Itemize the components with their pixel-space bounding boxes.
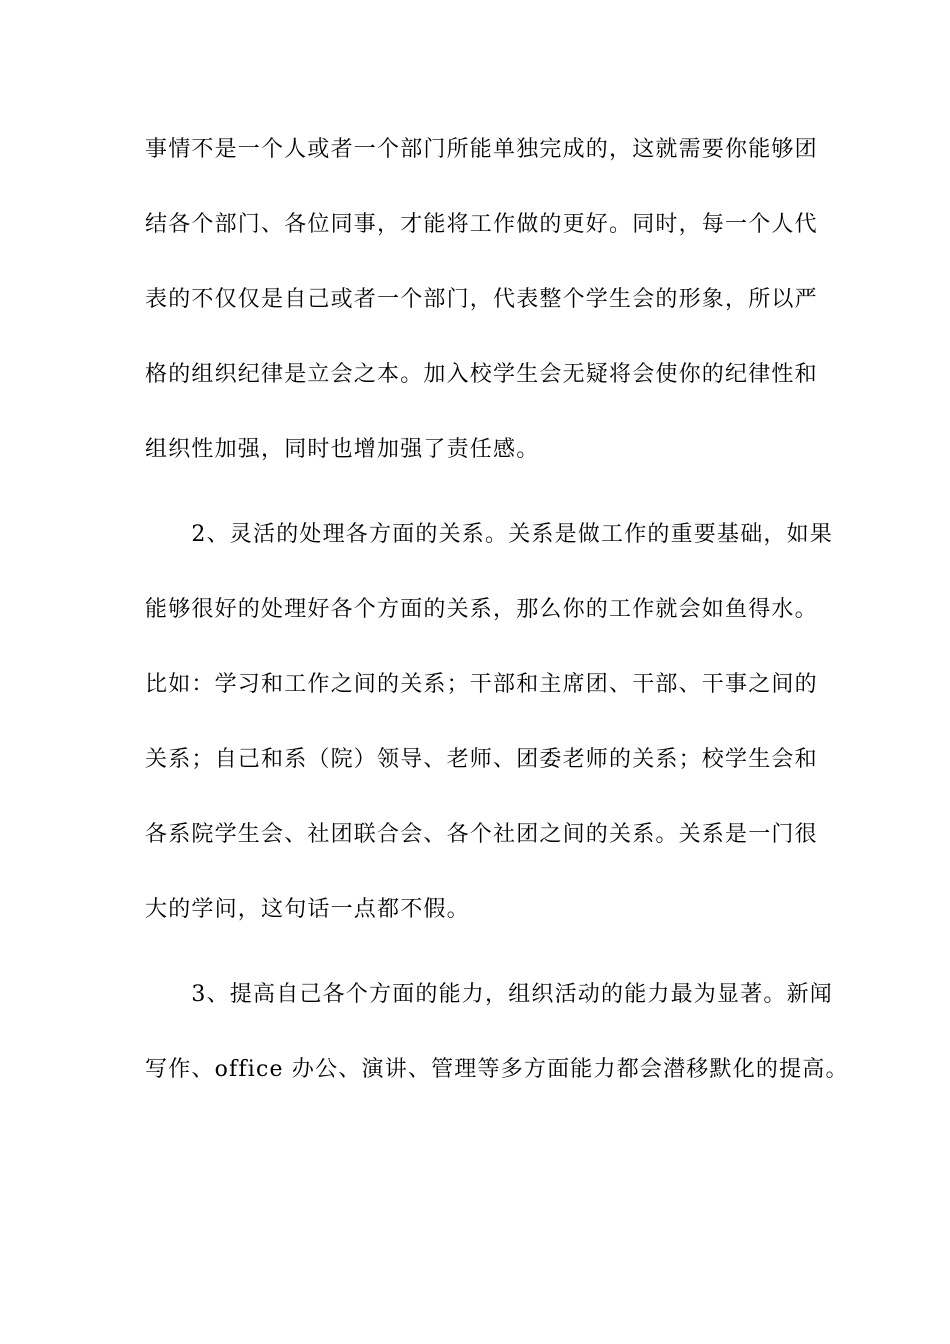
- paragraph-line: 3、提高自己各个方面的能力，组织活动的能力最为显著。新闻: [145, 982, 833, 1007]
- paragraph-line: 能够很好的处理好各个方面的关系，那么你的工作就会如鱼得水。: [145, 597, 818, 622]
- paragraph-line: 表的不仅仅是自己或者一个部门，代表整个学生会的形象，所以严: [145, 287, 818, 312]
- paragraph-line: 2、灵活的处理各方面的关系。关系是做工作的重要基础，如果: [145, 522, 833, 547]
- paragraph-line: 写作、office 办公、演讲、管理等多方面能力都会潜移默化的提高。: [145, 1057, 849, 1082]
- paragraph-line: 各系院学生会、社团联合会、各个社团之间的关系。关系是一门很: [145, 822, 818, 847]
- paragraph-line: 事情不是一个人或者一个部门所能单独完成的，这就需要你能够团: [145, 137, 818, 162]
- paragraph-line: 大的学问，这句话一点都不假。: [145, 897, 470, 922]
- paragraph-line: 结各个部门、各位同事，才能将工作做的更好。同时，每一个人代: [145, 212, 818, 237]
- paragraph-line: 关系；自己和系（院）领导、老师、团委老师的关系；校学生会和: [145, 747, 818, 772]
- paragraph-line: 格的组织纪律是立会之本。加入校学生会无疑将会使你的纪律性和: [145, 362, 818, 387]
- paragraph-line: 比如：学习和工作之间的关系；干部和主席团、干部、干事之间的: [145, 672, 818, 697]
- paragraph-line: 组织性加强，同时也增加强了责任感。: [145, 437, 540, 462]
